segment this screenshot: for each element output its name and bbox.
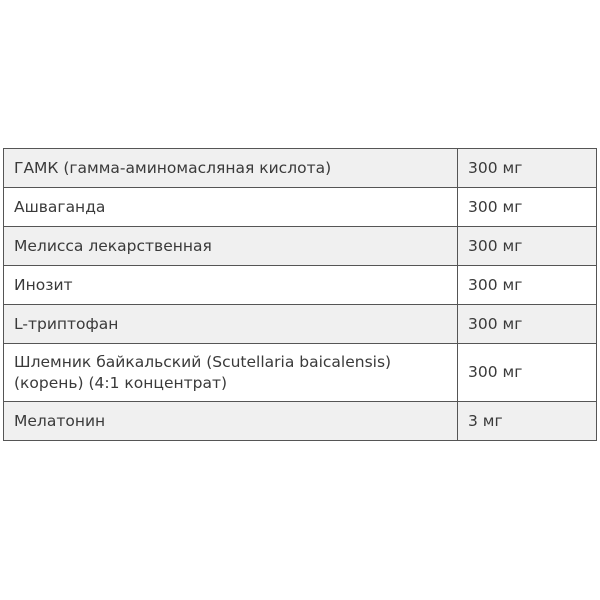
ingredient-amount-cell: 300 мг bbox=[458, 227, 597, 266]
ingredient-amount-cell: 300 мг bbox=[458, 305, 597, 344]
table-row bbox=[4, 305, 597, 344]
ingredient-name-cell: Ашваганда bbox=[4, 188, 458, 227]
ingredient-name-cell: ГАМК (гамма-аминомасляная кислота) bbox=[4, 149, 458, 188]
table-row bbox=[4, 188, 597, 227]
ingredient-amount-cell: 300 мг bbox=[458, 188, 597, 227]
table-row bbox=[4, 266, 597, 305]
table-row bbox=[4, 344, 597, 402]
ingredient-amount-cell: 300 мг bbox=[458, 149, 597, 188]
table-row bbox=[4, 402, 597, 441]
table-row bbox=[4, 227, 597, 266]
ingredients-table bbox=[3, 148, 597, 441]
ingredient-amount-cell: 3 мг bbox=[458, 402, 597, 441]
ingredients-table-body bbox=[4, 149, 597, 441]
ingredient-amount-cell: 300 мг bbox=[458, 266, 597, 305]
ingredient-name-cell: L-триптофан bbox=[4, 305, 458, 344]
ingredient-name-cell: Шлемник байкальский (Scutellaria baicalensis) (корень) (4:1 концентрат) bbox=[4, 344, 458, 402]
ingredient-name-cell: Инозит bbox=[4, 266, 458, 305]
table-row bbox=[4, 149, 597, 188]
ingredient-name-cell: Мелатонин bbox=[4, 402, 458, 441]
ingredient-amount-cell: 300 мг bbox=[458, 344, 597, 402]
ingredient-name-cell: Мелисса лекарственная bbox=[4, 227, 458, 266]
